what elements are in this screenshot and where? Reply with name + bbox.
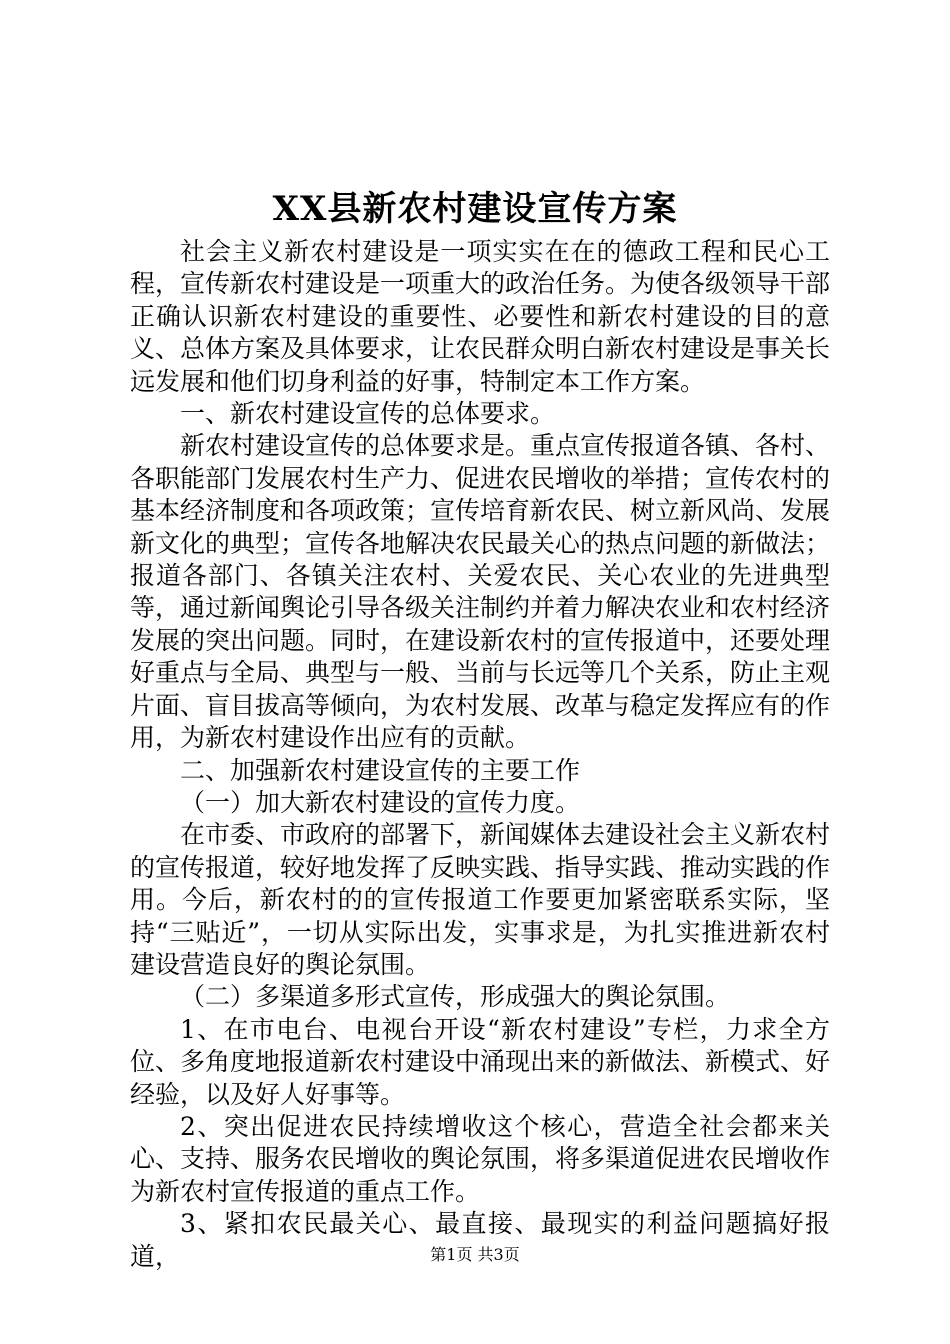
subsection-heading-1: （一）加大新农村建设的宣传力度。 [180,787,581,817]
page-number-footer: 第1页 共3页 [430,1245,520,1264]
list-item-2: 2、突出促进农民持续增收这个核心，营造全社会都来关心、支持、服务农民增收的舆论氛围，将多渠道促进农民增收作为新农村宣传报道的重点工作。 [130,1111,831,1206]
paragraph-publicity-strength: 在市委、市政府的部署下，新闻媒体去建设社会主义新农村的宣传报道，较好地发挥了反映实践、指导实践、推动实践的作用。今后，新农村的的宣传报道工作要更加紧密联系实际，坚持“三贴近”，一切从实际出发，实事求是，为扎实推进新农村建设营造良好的舆论氛围。 [130,820,831,979]
list-item-3: 3、紧扣农民最关心、最直接、最现实的利益问题搞好报道， [130,1209,830,1271]
subsection-heading-2: （二）多渠道多形式宣传，形成强大的舆论氛围。 [180,982,731,1012]
section-heading-2: 二、加强新农村建设宣传的主要工作 [180,755,581,785]
document-body [130,236,830,1273]
list-item-1: 1、在市电台、电视台开设“新农村建设”专栏，力求全方位、多角度地报道新农村建设中涌现出来的新做法、新模式、好经验，以及好人好事等。 [130,1014,831,1109]
section-heading-1: 一、新农村建设宣传的总体要求。 [180,399,556,429]
paragraph-general-requirements: 新农村建设宣传的总体要求是。重点宣传报道各镇、各村、各职能部门发展农村生产力、促进农民增收的举措；宣传农村的基本经济制度和各项政策；宣传培育新农民、树立新风尚、发展新文化的典型；宣传各地解决农民最关心的热点问题的新做法；报道各部门、各镇关注农村、关爱农民、关心农业的先进典型等，通过新闻舆论引导各级关注制约并着力解决农业和农村经济发展的突出问题。同时，在建设新农村的宣传报道中，还要处理好重点与全局、典型与一般、当前与长远等几个关系，防止主观片面、盲目拔高等倾向，为农村发展、改革与稳定发挥应有的作用，为新农村建设作出应有的贡献。 [130,431,831,753]
paragraph-intro: 社会主义新农村建设是一项实实在在的德政工程和民心工程，宣传新农村建设是一项重大的政治任务。为使各级领导干部正确认识新农村建设的重要性、必要性和新农村建设的目的意义、总体方案及具体要求，让农民群众明白新农村建设是事关长远发展和他们切身利益的好事，特制定本工作方案。 [130,237,831,396]
document-title: XX县新农村建设宣传方案 [272,189,678,229]
